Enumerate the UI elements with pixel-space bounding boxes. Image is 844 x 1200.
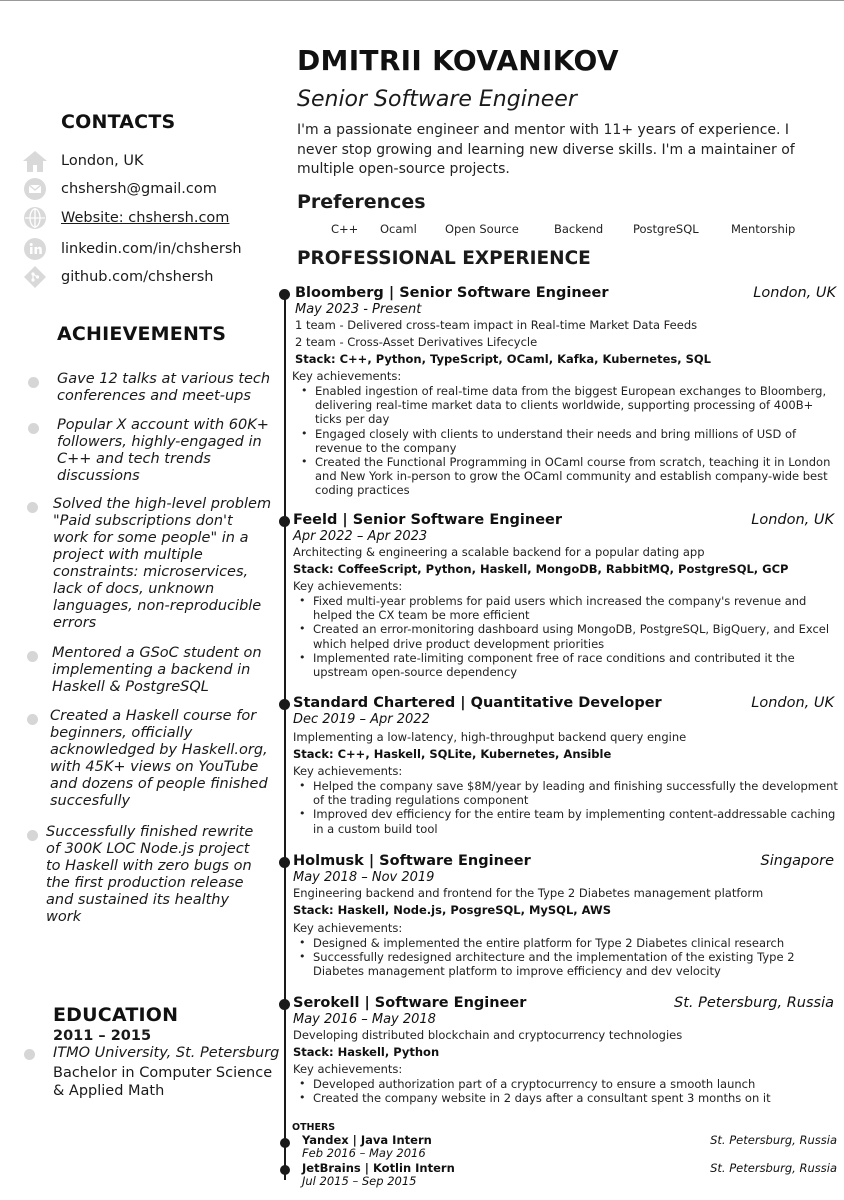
contact-location-text: London, UK bbox=[61, 153, 144, 169]
timeline-dot bbox=[280, 1138, 290, 1148]
contact-github[interactable] bbox=[22, 265, 214, 289]
other-dates: Jul 2015 – Sep 2015 bbox=[302, 1174, 417, 1188]
contact-linkedin[interactable] bbox=[22, 237, 242, 261]
job-description: Architecting & engineering a scalable backend for a popular dating app bbox=[293, 545, 705, 559]
achievement-item bbox=[28, 371, 273, 405]
job-stack: Stack: Haskell, Python bbox=[293, 1045, 440, 1059]
bullet-dot bbox=[27, 651, 38, 662]
job-location: London, UK bbox=[751, 512, 834, 528]
linkedin-icon bbox=[22, 237, 48, 261]
preference-tag: C++ bbox=[331, 222, 359, 236]
job-achievement: • Developed authorization part of a cryptocurrency to ensure a smooth launch bbox=[297, 1077, 838, 1091]
preference-tag: Open Source bbox=[445, 222, 519, 236]
job-dates: May 2023 - Present bbox=[295, 302, 422, 317]
job-achievement: • Fixed multi-year problems for paid users which increased the company's revenue and helped the CX team be more efficient bbox=[297, 594, 838, 622]
contact-website[interactable] bbox=[22, 206, 229, 230]
other-company: JetBrains | Kotlin Intern bbox=[302, 1161, 455, 1175]
timeline-dot bbox=[279, 699, 290, 710]
timeline-dot bbox=[279, 516, 290, 527]
contacts-title: CONTACTS bbox=[61, 111, 176, 133]
preference-tag: Ocaml bbox=[380, 222, 417, 236]
university-name: ITMO University, St. Petersburg bbox=[53, 1045, 280, 1061]
globe-icon bbox=[22, 206, 48, 230]
timeline-dot bbox=[279, 857, 290, 868]
timeline-dot bbox=[279, 999, 290, 1010]
other-location: St. Petersburg, Russia bbox=[710, 1161, 837, 1175]
person-role: Senior Software Engineer bbox=[297, 87, 577, 112]
job-achievements bbox=[297, 1077, 838, 1105]
job-entry bbox=[293, 995, 838, 1105]
job-dates: Apr 2022 – Apr 2023 bbox=[293, 529, 428, 544]
job-achievements bbox=[297, 779, 838, 836]
website-link[interactable]: Website: chshersh.com bbox=[61, 210, 230, 226]
job-entry bbox=[293, 695, 838, 836]
job-description: Implementing a low-latency, high-throughput backend query engine bbox=[293, 730, 687, 744]
job-description: Developing distributed blockchain and cryptocurrency technologies bbox=[293, 1028, 683, 1042]
home-icon bbox=[22, 149, 48, 173]
other-company: Yandex | Java Intern bbox=[302, 1133, 432, 1147]
job-achievement: • Successfully redesigned architecture and the implementation of the existing Type 2 Diabetes management platform to improve efficiency and dev velocity bbox=[297, 950, 838, 978]
key-achievements-label: Key achievements: bbox=[293, 1062, 403, 1076]
job-achievement: • Engaged closely with clients to understand their needs and bring millions of USD of revenue to the company bbox=[299, 427, 840, 455]
key-achievements-label: Key achievements: bbox=[293, 764, 403, 778]
other-entry bbox=[302, 1133, 837, 1160]
preference-tag: PostgreSQL bbox=[633, 222, 699, 236]
job-stack: Stack: Haskell, Node.js, PosgreSQL, MySQL, AWS bbox=[293, 903, 612, 917]
left-column bbox=[0, 0, 280, 1200]
job-entry bbox=[293, 853, 838, 979]
bullet-dot bbox=[28, 377, 39, 388]
job-location: St. Petersburg, Russia bbox=[674, 995, 834, 1011]
job-company: Standard Chartered | Quantitative Developer bbox=[293, 695, 662, 711]
key-achievements-label: Key achievements: bbox=[293, 579, 403, 593]
timeline-dot bbox=[279, 289, 290, 300]
job-description: Engineering backend and frontend for the Type 2 Diabetes management platform bbox=[293, 886, 764, 900]
job-company: Holmusk | Software Engineer bbox=[293, 853, 531, 869]
achievement-text: Popular X account with 60K+ followers, highly-engaged in C++ and tech trends discussions bbox=[57, 417, 269, 484]
preference-tag: Mentorship bbox=[731, 222, 796, 236]
bullet-dot bbox=[28, 423, 39, 434]
bullet-dot bbox=[27, 714, 38, 725]
job-achievement: • Helped the company save $8M/year by leading and finishing successfully the development of the trading regulations component bbox=[297, 779, 838, 807]
education-university bbox=[24, 1045, 279, 1061]
preference-tag: Backend bbox=[554, 222, 604, 236]
timeline-dot bbox=[280, 1165, 290, 1175]
achievement-item bbox=[27, 824, 267, 926]
bullet-dot bbox=[27, 830, 38, 841]
achievement-item bbox=[27, 496, 272, 632]
achievement-item bbox=[27, 645, 272, 696]
timeline-line bbox=[284, 290, 286, 1180]
education-degree: Bachelor in Computer Science & Applied Math bbox=[53, 1065, 273, 1099]
job-achievement: • Implemented rate-limiting component free of race conditions and contributed it the upstream open-source dependency bbox=[297, 651, 838, 679]
job-description: 1 team - Delivered cross-team impact in Real-time Market Data Feeds bbox=[295, 318, 698, 332]
job-location: London, UK bbox=[753, 285, 836, 301]
job-stack: Stack: C++, Python, TypeScript, OCaml, Kafka, Kubernetes, SQL bbox=[295, 352, 712, 366]
job-dates: Dec 2019 – Apr 2022 bbox=[293, 712, 430, 727]
key-achievements-label: Key achievements: bbox=[293, 921, 403, 935]
job-dates: May 2016 – May 2018 bbox=[293, 1012, 436, 1027]
contact-email-text: chshersh@gmail.com bbox=[61, 181, 217, 197]
job-location: London, UK bbox=[751, 695, 834, 711]
achievement-text: Mentored a GSoC student on implementing a backend in Haskell & PostgreSQL bbox=[52, 645, 262, 695]
job-location: Singapore bbox=[760, 853, 834, 869]
achievement-item bbox=[27, 708, 272, 810]
contact-linkedin-text: linkedin.com/in/chshersh bbox=[61, 241, 242, 257]
job-company: Feeld | Senior Software Engineer bbox=[293, 512, 563, 528]
profile-summary: I'm a passionate engineer and mentor with 11+ years of experience. I never stop growing and learning new diverse skills. I'm a maintainer of multiple open-source projects. bbox=[297, 122, 795, 177]
achievement-text: Gave 12 talks at various tech conferences and meet-ups bbox=[57, 371, 271, 404]
job-achievements bbox=[299, 384, 840, 498]
git-icon bbox=[22, 265, 48, 289]
achievement-item bbox=[28, 417, 273, 485]
job-achievement: • Improved dev efficiency for the entire team by implementing content-addressable caching in a custom build tool bbox=[297, 807, 838, 835]
job-achievement: • Created the company website in 2 days after a consultant spent 3 months on it bbox=[297, 1091, 838, 1105]
other-dates: Feb 2016 – May 2016 bbox=[302, 1146, 426, 1160]
job-stack: Stack: CoffeeScript, Python, Haskell, MongoDB, RabbitMQ, PostgreSQL, GCP bbox=[293, 562, 789, 576]
job-entry bbox=[292, 285, 840, 498]
experience-title: PROFESSIONAL EXPERIENCE bbox=[297, 248, 591, 269]
other-entry bbox=[302, 1161, 837, 1188]
email-icon bbox=[22, 177, 48, 201]
education-years: 2011 – 2015 bbox=[53, 1028, 152, 1044]
job-achievement: • Designed & implemented the entire platform for Type 2 Diabetes clinical research bbox=[297, 936, 838, 950]
bullet-dot bbox=[24, 1049, 35, 1060]
job-entry bbox=[293, 512, 838, 679]
job-dates: May 2018 – Nov 2019 bbox=[293, 870, 435, 885]
achievement-text: Solved the high-level problem "Paid subscriptions don't work for some people" in a project with multiple constraints: microservices, lack of docs, unknown languages, non-reproducible errors bbox=[53, 496, 272, 631]
job-description: 2 team - Cross-Asset Derivatives Lifecycle bbox=[295, 335, 538, 349]
achievement-text: Successfully finished rewrite of 300K LOC Node.js project to Haskell with zero bugs on the first production release and sustained its healthy work bbox=[46, 824, 254, 925]
job-achievements bbox=[297, 936, 838, 979]
achievement-text: Created a Haskell course for beginners, officially acknowledged by Haskell.org, with 45K+ views on YouTube and dozens of people finished succesfully bbox=[50, 708, 268, 809]
job-company: Bloomberg | Senior Software Engineer bbox=[295, 285, 609, 301]
job-stack: Stack: C++, Haskell, SQLite, Kubernetes, Ansible bbox=[293, 747, 612, 761]
contact-github-text: github.com/chshersh bbox=[61, 269, 214, 285]
job-achievements bbox=[297, 594, 838, 679]
job-achievement: • Enabled ingestion of real-time data from the biggest European exchanges to Bloomberg, delivering real-time market data to clients worldwide, supporting processing of 400B+ ticks per day bbox=[299, 384, 840, 427]
job-achievement: • Created an error-monitoring dashboard using MongoDB, PostgreSQL, BigQuery, and Excel which helped drive product development priorities bbox=[297, 622, 838, 650]
achievements-title: ACHIEVEMENTS bbox=[57, 323, 227, 345]
job-achievement: • Created the Functional Programming in OCaml course from scratch, teaching it in London and New York in-person to grow the OCaml community and establish company-wide best coding practices bbox=[299, 455, 840, 498]
bullet-dot bbox=[27, 502, 38, 513]
preferences-title: Preferences bbox=[297, 191, 426, 213]
key-achievements-label: Key achievements: bbox=[292, 369, 402, 383]
job-company: Serokell | Software Engineer bbox=[293, 995, 527, 1011]
contact-location bbox=[22, 149, 144, 173]
others-title: OTHERS bbox=[292, 1122, 336, 1133]
person-name: DMITRII KOVANIKOV bbox=[297, 44, 619, 77]
other-location: St. Petersburg, Russia bbox=[710, 1133, 837, 1147]
education-title: EDUCATION bbox=[53, 1004, 179, 1026]
contact-email[interactable] bbox=[22, 177, 217, 201]
